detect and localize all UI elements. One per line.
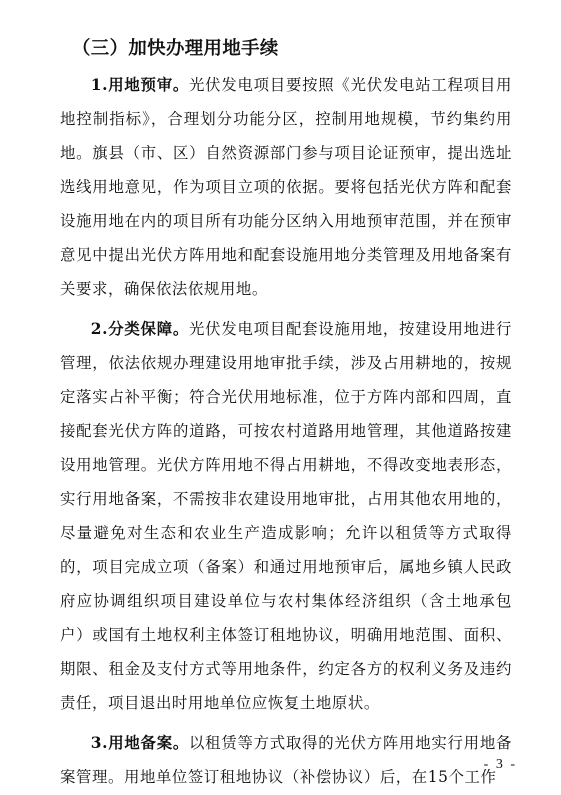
paragraph-text-classified-guarantee: 光伏发电项目配套设施用地，按建设用地进行管理，依法依规办理建设用地审批手续，涉及占用耕地的，按规定落实占补平衡；符合光伏用地标准，位于方阵内部和四周，直接配套光伏方阵的道路，可按农村道路用地管理，其他道路按建设用地管理。光伏方阵用地不得占用耕地，不得改变地表形态，实行用地备案，不需按非农建设用地审批，占用其他农用地的，尽量避免对生态和农业生产造成影响；允许以租赁等方式取得的，项目完成立项（备案）和通过用地预审后，属地乡镇人民政府应协调组织项目建设单位与农村集体经济组织（含土地承包户）或国有土地权利主体签订租地协议，明确用地范围、面积、期限、租金及支付方式等用地条件，约定各方的权利义务及违约责任，项目退出时用地单位应恢复土地原状。 xyxy=(60,320,512,712)
paragraph-lead-land-pre-review: 1.用地预审。 xyxy=(90,76,190,94)
section-heading: （三）加快办理用地手续 xyxy=(72,38,279,59)
paragraph-land-pre-review xyxy=(60,68,512,306)
paragraph-land-filing xyxy=(60,726,512,794)
paragraph-classified-guarantee xyxy=(60,312,512,720)
paragraph-lead-land-filing: 3.用地备案。 xyxy=(90,734,190,752)
paragraph-lead-classified-guarantee: 2.分类保障。 xyxy=(90,320,190,338)
paragraph-text-land-pre-review: 光伏发电项目要按照《光伏发电站工程项目用地控制指标》，合理划分功能分区，控制用地规模，节约集约用地。旗县（市、区）自然资源部门参与项目论证预审，提出选址选线用地意见，作为项目立项的依据。要将包括光伏方阵和配套设施用地在内的项目所有功能分区纳入用地预审范围，并在预审意见中提出光伏方阵用地和配套设施用地分类管理及用地备案有关要求，确保依法依规用地。 xyxy=(60,76,512,298)
document-body xyxy=(60,34,512,794)
paragraph-text-land-filing: 以租赁等方式取得的光伏方阵用地实行用地备案管理。用地单位签订租地协议（补偿协议）后，在15个工作 xyxy=(60,734,512,786)
page-number: - 3 - xyxy=(483,757,517,772)
